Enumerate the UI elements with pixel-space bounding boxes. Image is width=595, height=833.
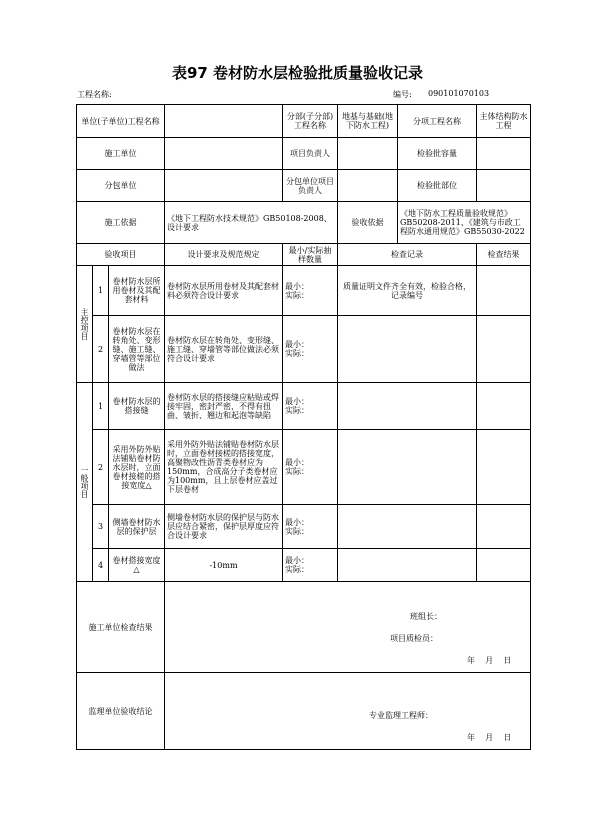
row-requirement: 卷材防水层的搭接缝应粘贴或焊接牢固，密封严密，不得有扭曲、皱折、翘边和起泡等缺陷 bbox=[165, 383, 283, 430]
row-item-name: 卷材防水层在转角处、变形缝、施工缝、穿墙管等部位做法 bbox=[109, 316, 165, 383]
row-item-name: 采用外防外贴法铺贴卷材防水层时，立面卷材接槎的搭接宽度△ bbox=[109, 430, 165, 505]
actual-label: 实际： bbox=[285, 526, 309, 536]
project-leader-label: 项目负责人 bbox=[283, 138, 338, 170]
construction-unit-label: 施工单位 bbox=[77, 138, 165, 170]
row-no: 2 bbox=[93, 316, 109, 383]
row-result[interactable] bbox=[477, 505, 531, 549]
construction-basis-label: 施工依据 bbox=[77, 202, 165, 244]
page-title: 表97 卷材防水层检验批质量验收记录 bbox=[171, 64, 424, 82]
min-label: 最小： bbox=[285, 281, 309, 291]
row-result[interactable] bbox=[477, 549, 531, 582]
construction-unit-value[interactable] bbox=[165, 138, 283, 170]
subcontract-unit-value[interactable] bbox=[165, 170, 283, 202]
project-leader-value[interactable] bbox=[338, 138, 398, 170]
sub-project-label: 分部(子分部)工程名称 bbox=[283, 105, 338, 138]
code-label: 编号: bbox=[393, 90, 412, 99]
actual-label: 实际： bbox=[285, 290, 309, 300]
construction-basis-value[interactable]: 《地下工程防水技术规范》GB50108-2008、设计要求 bbox=[165, 202, 338, 244]
row-record[interactable] bbox=[338, 430, 477, 505]
item-project-value[interactable]: 主体结构防水工程 bbox=[477, 105, 531, 138]
row-requirement: 采用外防外贴法铺贴卷材防水层时，立面卷材接槎的搭接宽度，高聚物改性沥青类卷材应为150mm，合成高分子类卷材应为100mm，且上层卷材应盖过下层卷材 bbox=[165, 430, 283, 505]
supervision-check-label: 监理单位验收结论 bbox=[77, 673, 165, 750]
construction-check-area[interactable] bbox=[165, 582, 531, 673]
row-no: 1 bbox=[93, 266, 109, 316]
min-label: 最小： bbox=[285, 517, 309, 527]
actual-label: 实际： bbox=[285, 406, 309, 415]
sampling-cell[interactable] bbox=[283, 383, 338, 430]
min-label: 最小： bbox=[285, 458, 309, 467]
general-group-label: 一般项目 bbox=[77, 383, 93, 582]
row-record[interactable] bbox=[338, 316, 477, 383]
row-requirement: 卷材防水层在转角处、变形缝、施工缝、穿墙管等部位做法必须符合设计要求 bbox=[165, 316, 283, 383]
acceptance-basis-value[interactable]: 《地下防水工程质量验收规范》GB50208-2011、《建筑与市政工程防水通用规范》GB55030-2022 bbox=[398, 202, 531, 244]
construction-check-date: 年 月 日 bbox=[467, 656, 512, 665]
sampling-cell[interactable] bbox=[283, 430, 338, 505]
row-result[interactable] bbox=[477, 383, 531, 430]
sampling-cell[interactable] bbox=[283, 316, 338, 383]
actual-label: 实际： bbox=[285, 565, 309, 574]
quality-inspector-label: 项目质检员： bbox=[390, 634, 438, 643]
min-label: 最小： bbox=[285, 340, 309, 349]
construction-check-label: 施工单位检查结果 bbox=[77, 582, 165, 673]
batch-location-label: 检验批部位 bbox=[398, 170, 477, 202]
actual-label: 实际： bbox=[285, 349, 309, 358]
row-result[interactable] bbox=[477, 266, 531, 316]
batch-capacity-label: 检验批容量 bbox=[398, 138, 477, 170]
col-record-header: 检查记录 bbox=[338, 244, 477, 266]
row-no: 4 bbox=[93, 549, 109, 582]
row-requirement: 侧墙卷材防水层的保护层与防水层应结合紧密，保护层厚度应符合设计要求 bbox=[165, 505, 283, 549]
row-item-name: 卷材防水层所用卷材及其配套材料 bbox=[109, 266, 165, 316]
batch-location-value[interactable] bbox=[477, 170, 531, 202]
team-leader-label: 班组长： bbox=[410, 612, 442, 621]
code-value: 090101070103 bbox=[428, 89, 490, 98]
unit-project-value[interactable] bbox=[165, 105, 283, 138]
sampling-cell[interactable] bbox=[283, 549, 338, 582]
col-sampling-header: 最小/实际抽样数量 bbox=[283, 244, 338, 266]
min-label: 最小： bbox=[285, 397, 309, 406]
row-no: 3 bbox=[93, 505, 109, 549]
row-result[interactable] bbox=[477, 430, 531, 505]
supervision-check-area[interactable] bbox=[165, 673, 531, 750]
sampling-cell[interactable] bbox=[283, 505, 338, 549]
main-group-label: 主控项目 bbox=[77, 266, 93, 383]
supervision-engineer-label: 专业监理工程师： bbox=[369, 711, 433, 720]
col-requirement-header: 设计要求及规范规定 bbox=[165, 244, 283, 266]
row-record[interactable]: 质量证明文件齐全有效，检验合格，记录编号 bbox=[338, 266, 477, 316]
project-name-label: 工程名称: bbox=[77, 90, 112, 99]
subcontract-leader-value[interactable] bbox=[338, 170, 398, 202]
row-item-name: 卷材防水层的搭接缝 bbox=[109, 383, 165, 430]
row-record[interactable] bbox=[338, 505, 477, 549]
row-record[interactable] bbox=[338, 383, 477, 430]
col-result-header: 检查结果 bbox=[477, 244, 531, 266]
sub-project-value[interactable]: 地基与基础(地下防水工程) bbox=[338, 105, 398, 138]
actual-label: 实际： bbox=[285, 467, 309, 476]
row-record[interactable] bbox=[338, 549, 477, 582]
row-requirement: -10mm bbox=[165, 549, 283, 582]
acceptance-record-table bbox=[76, 104, 531, 750]
unit-project-label: 单位(子单位)工程名称 bbox=[77, 105, 165, 138]
supervision-check-date: 年 月 日 bbox=[467, 733, 512, 742]
sampling-cell[interactable] bbox=[283, 266, 338, 316]
acceptance-basis-label: 验收依据 bbox=[338, 202, 398, 244]
row-no: 1 bbox=[93, 383, 109, 430]
row-no: 2 bbox=[93, 430, 109, 505]
item-project-label: 分项工程名称 bbox=[398, 105, 477, 138]
row-result[interactable] bbox=[477, 316, 531, 383]
subcontract-unit-label: 分包单位 bbox=[77, 170, 165, 202]
row-item-name: 卷材搭接宽度△ bbox=[109, 549, 165, 582]
row-requirement: 卷材防水层所用卷材及其配套材料必须符合设计要求 bbox=[165, 266, 283, 316]
row-item-name: 侧墙卷材防水层的保护层 bbox=[109, 505, 165, 549]
batch-capacity-value[interactable] bbox=[477, 138, 531, 170]
col-item-header: 验收项目 bbox=[77, 244, 165, 266]
min-label: 最小： bbox=[285, 556, 309, 565]
subcontract-leader-label: 分包单位项目负责人 bbox=[283, 170, 338, 202]
